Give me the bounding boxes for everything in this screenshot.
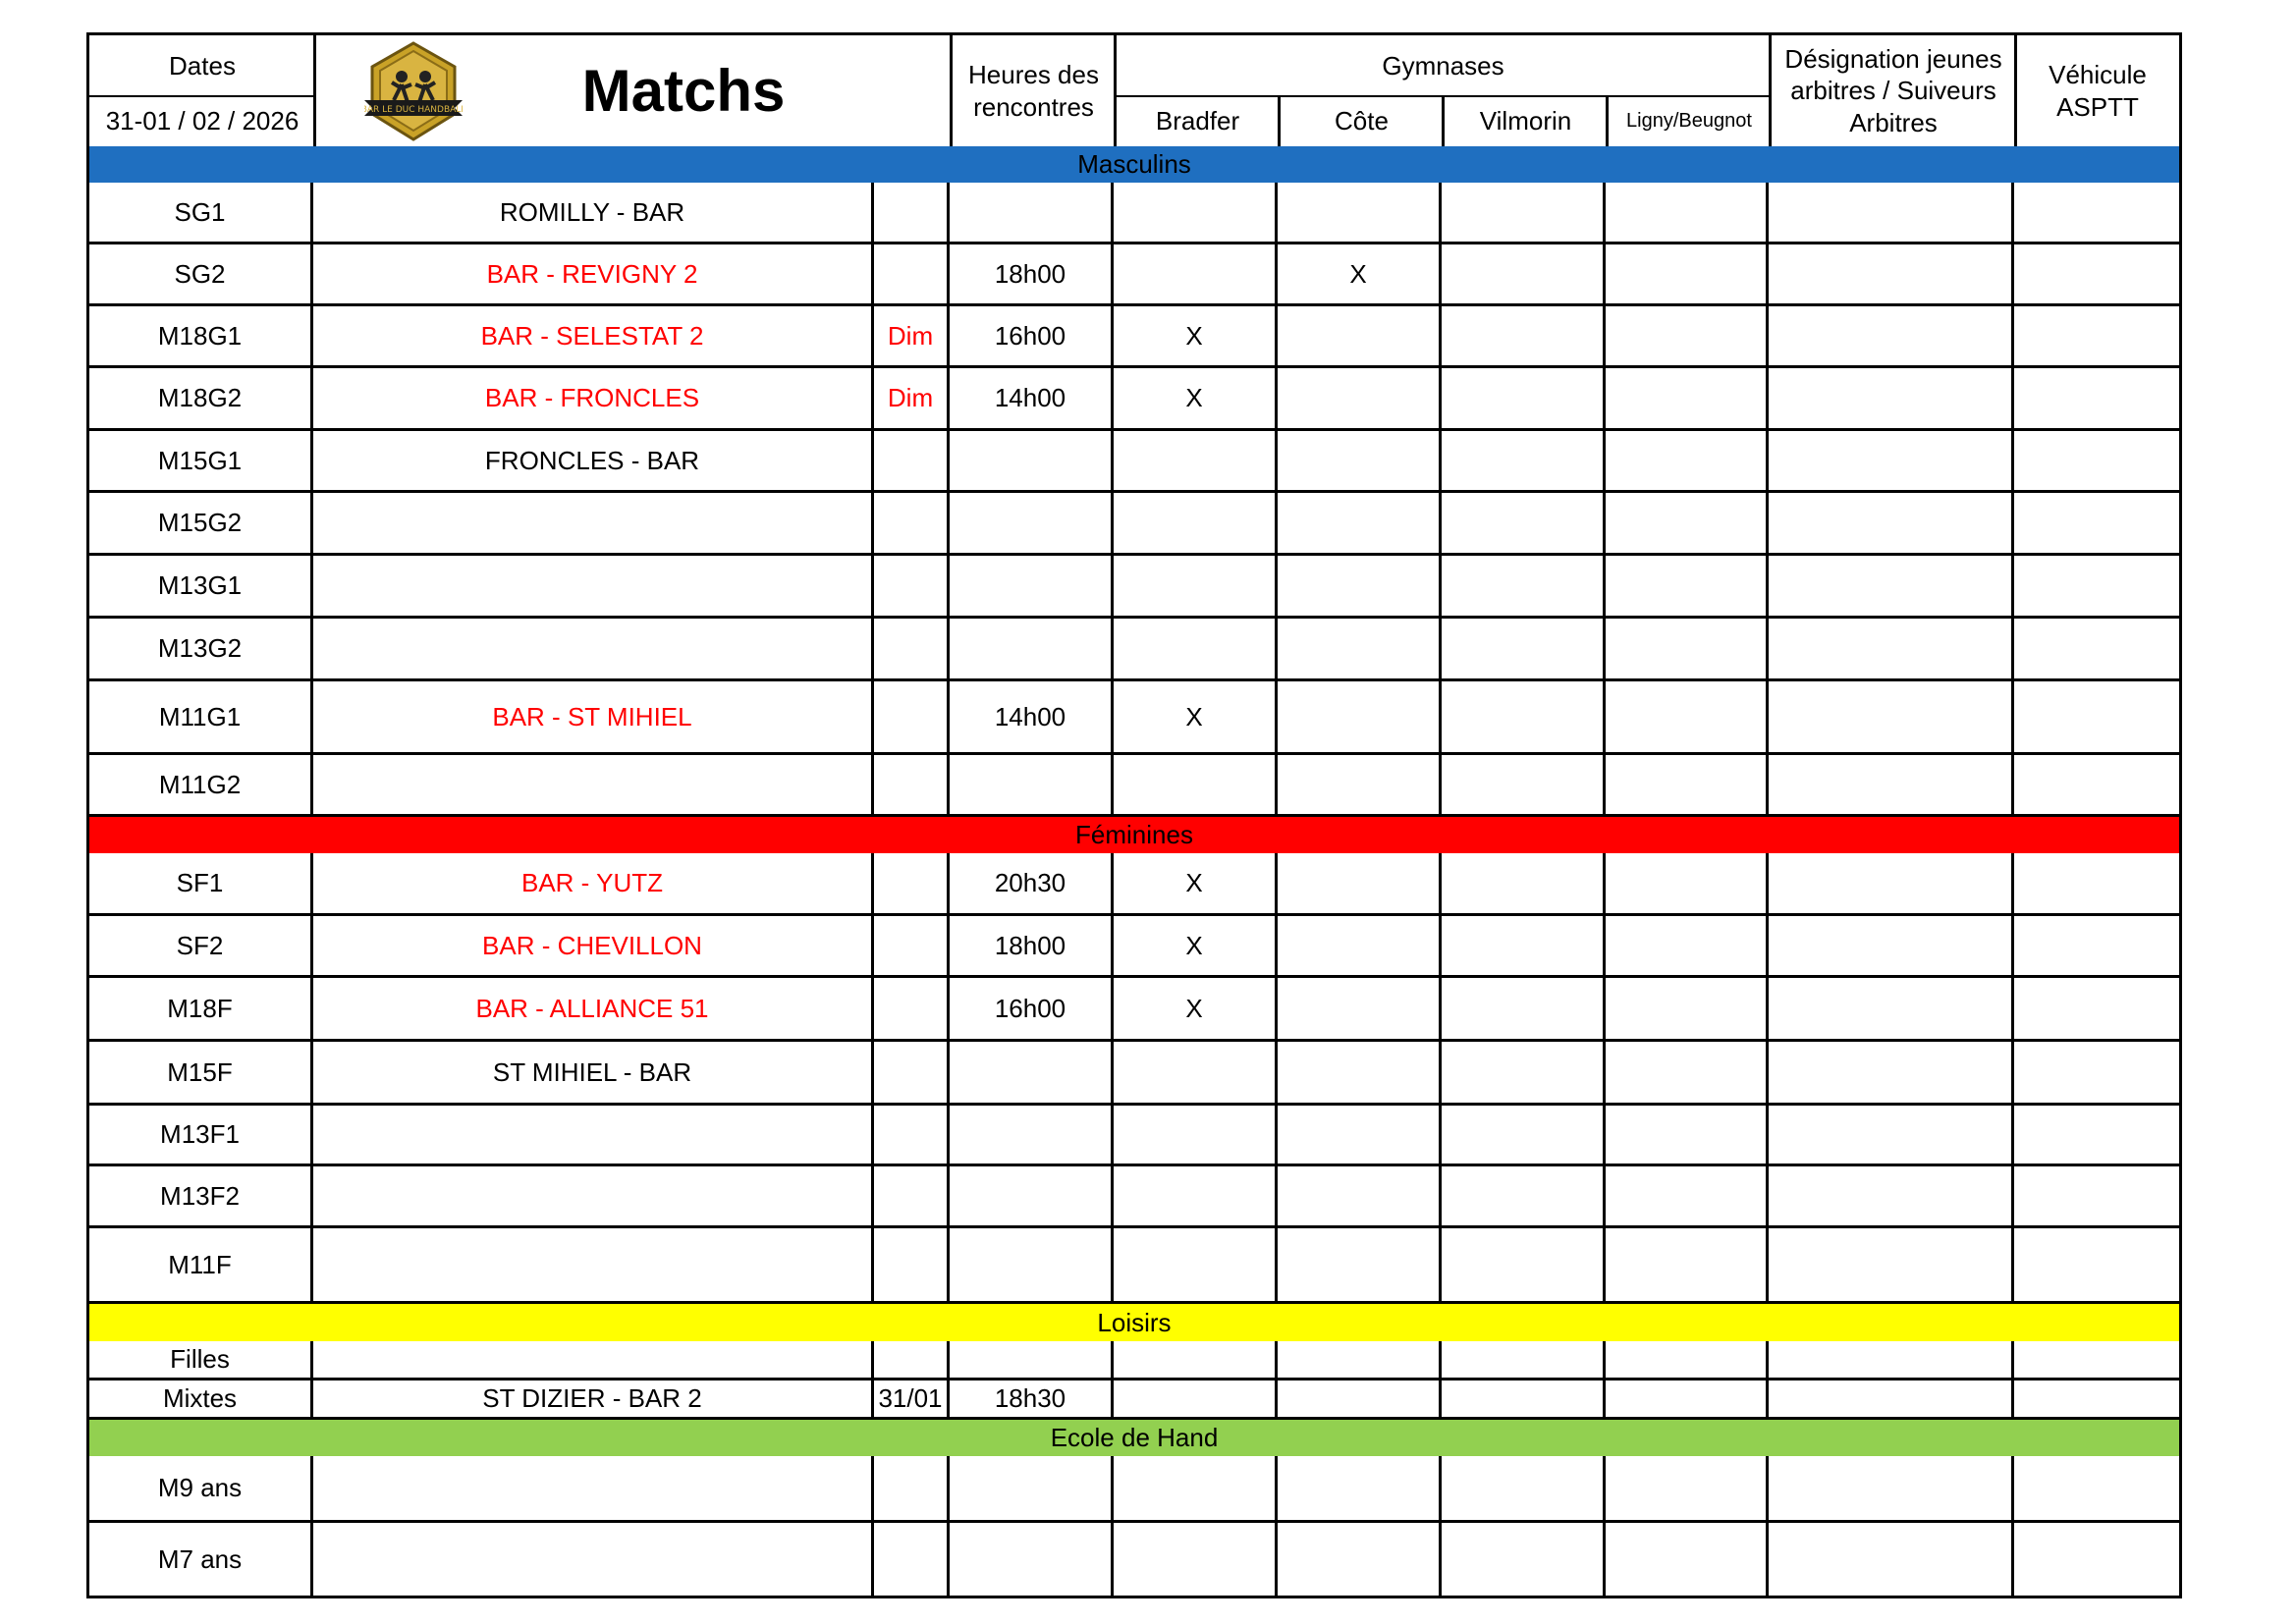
section-ecole: Ecole de Hand bbox=[89, 1420, 2179, 1456]
cell-day bbox=[874, 1456, 950, 1520]
cell-vilmorin bbox=[1442, 431, 1606, 490]
cell-cote bbox=[1278, 1380, 1442, 1417]
cell-designation bbox=[1769, 916, 2014, 975]
cell-match bbox=[313, 556, 874, 616]
cell-cote bbox=[1278, 1042, 1442, 1103]
cell-ligny bbox=[1606, 619, 1769, 678]
cell-vehicule bbox=[2014, 1523, 2179, 1596]
cell-time: 16h00 bbox=[950, 306, 1114, 365]
cell-vilmorin bbox=[1442, 1523, 1606, 1596]
cell-designation bbox=[1769, 1523, 2014, 1596]
cell-bradfer bbox=[1114, 431, 1278, 490]
cell-bradfer bbox=[1114, 1341, 1278, 1378]
cell-time bbox=[950, 183, 1114, 242]
cell-match: ROMILLY - BAR bbox=[313, 183, 874, 242]
cell-vehicule bbox=[2014, 1341, 2179, 1378]
cell-cote bbox=[1278, 431, 1442, 490]
cell-day bbox=[874, 556, 950, 616]
cell-match: BAR - REVIGNY 2 bbox=[313, 244, 874, 303]
cell-designation bbox=[1769, 681, 2014, 752]
cell-cat: M15G1 bbox=[89, 431, 313, 490]
cell-vilmorin bbox=[1442, 1341, 1606, 1378]
cell-cat: M7 ans bbox=[89, 1523, 313, 1596]
cell-time bbox=[950, 1166, 1114, 1225]
cell-cote bbox=[1278, 1456, 1442, 1520]
cell-cat: SG1 bbox=[89, 183, 313, 242]
cell-ligny bbox=[1606, 1106, 1769, 1164]
table-row bbox=[89, 556, 2179, 619]
cell-vilmorin bbox=[1442, 306, 1606, 365]
table-row bbox=[89, 244, 2179, 306]
cell-cote bbox=[1278, 978, 1442, 1039]
cell-time: 18h00 bbox=[950, 244, 1114, 303]
cell-day bbox=[874, 244, 950, 303]
cell-day bbox=[874, 1106, 950, 1164]
cell-ligny bbox=[1606, 431, 1769, 490]
cell-vehicule bbox=[2014, 681, 2179, 752]
cell-vehicule bbox=[2014, 183, 2179, 242]
cell-cote bbox=[1278, 493, 1442, 553]
cell-designation bbox=[1769, 1166, 2014, 1225]
heures-label: Heures des rencontres bbox=[968, 60, 1099, 122]
cell-vehicule bbox=[2014, 1228, 2179, 1301]
cell-cat: M13G1 bbox=[89, 556, 313, 616]
cell-cat: M13G2 bbox=[89, 619, 313, 678]
cell-ligny bbox=[1606, 556, 1769, 616]
cell-ligny bbox=[1606, 244, 1769, 303]
cell-cat: SF1 bbox=[89, 853, 313, 913]
cell-vilmorin bbox=[1442, 619, 1606, 678]
cell-cat: Filles bbox=[89, 1341, 313, 1378]
cell-bradfer: X bbox=[1114, 978, 1278, 1039]
gym-cote: Côte bbox=[1335, 106, 1389, 136]
cell-time bbox=[950, 619, 1114, 678]
cell-time bbox=[950, 1106, 1114, 1164]
cell-time bbox=[950, 755, 1114, 814]
cell-vehicule bbox=[2014, 368, 2179, 428]
table-row bbox=[89, 978, 2179, 1042]
cell-cote bbox=[1278, 619, 1442, 678]
date-value: 31-01 / 02 / 2026 bbox=[105, 106, 300, 136]
cell-cat: M11G2 bbox=[89, 755, 313, 814]
cell-time: 14h00 bbox=[950, 681, 1114, 752]
cell-cote bbox=[1278, 1341, 1442, 1378]
table-row bbox=[89, 1106, 2179, 1166]
cell-day bbox=[874, 681, 950, 752]
cell-vilmorin bbox=[1442, 681, 1606, 752]
cell-cat: M15G2 bbox=[89, 493, 313, 553]
cell-vehicule bbox=[2014, 1042, 2179, 1103]
cell-time bbox=[950, 1228, 1114, 1301]
cell-ligny bbox=[1606, 306, 1769, 365]
cell-vilmorin bbox=[1442, 755, 1606, 814]
section-feminines: Féminines bbox=[89, 817, 2179, 853]
cell-vilmorin bbox=[1442, 853, 1606, 913]
cell-cat: M9 ans bbox=[89, 1456, 313, 1520]
cell-designation bbox=[1769, 431, 2014, 490]
cell-bradfer bbox=[1114, 1523, 1278, 1596]
table-row bbox=[89, 1456, 2179, 1523]
cell-match bbox=[313, 1523, 874, 1596]
cell-designation bbox=[1769, 556, 2014, 616]
cell-time: 14h00 bbox=[950, 368, 1114, 428]
table-row bbox=[89, 431, 2179, 493]
cell-day bbox=[874, 1042, 950, 1103]
cell-match bbox=[313, 619, 874, 678]
cell-match bbox=[313, 1106, 874, 1164]
table-row bbox=[89, 1341, 2179, 1380]
cell-vilmorin bbox=[1442, 368, 1606, 428]
cell-cat: M18G1 bbox=[89, 306, 313, 365]
cell-cote bbox=[1278, 368, 1442, 428]
cell-vilmorin bbox=[1442, 1456, 1606, 1520]
cell-day bbox=[874, 1523, 950, 1596]
cell-match bbox=[313, 1456, 874, 1520]
cell-time bbox=[950, 1042, 1114, 1103]
page-title: Matchs bbox=[581, 58, 786, 124]
table-row bbox=[89, 916, 2179, 978]
table-row bbox=[89, 755, 2179, 817]
cell-bradfer bbox=[1114, 1106, 1278, 1164]
table-row bbox=[89, 1228, 2179, 1304]
table-row bbox=[89, 306, 2179, 368]
cell-time bbox=[950, 431, 1114, 490]
cell-cote bbox=[1278, 681, 1442, 752]
cell-bradfer: X bbox=[1114, 306, 1278, 365]
vehicule-label: Véhicule ASPTT bbox=[2049, 60, 2147, 122]
cell-designation bbox=[1769, 244, 2014, 303]
table-row bbox=[89, 493, 2179, 556]
cell-match: BAR - CHEVILLON bbox=[313, 916, 874, 975]
cell-bradfer: X bbox=[1114, 681, 1278, 752]
cell-bradfer bbox=[1114, 1456, 1278, 1520]
cell-match: ST MIHIEL - BAR bbox=[313, 1042, 874, 1103]
cell-cote bbox=[1278, 916, 1442, 975]
cell-cote bbox=[1278, 183, 1442, 242]
cell-designation bbox=[1769, 978, 2014, 1039]
cell-vilmorin bbox=[1442, 1042, 1606, 1103]
table-row bbox=[89, 853, 2179, 916]
cell-bradfer bbox=[1114, 493, 1278, 553]
cell-ligny bbox=[1606, 1228, 1769, 1301]
cell-match bbox=[313, 1166, 874, 1225]
cell-vehicule bbox=[2014, 619, 2179, 678]
table-row bbox=[89, 183, 2179, 244]
cell-bradfer bbox=[1114, 556, 1278, 616]
cell-ligny bbox=[1606, 183, 1769, 242]
cell-match: BAR - FRONCLES bbox=[313, 368, 874, 428]
cell-match: BAR - YUTZ bbox=[313, 853, 874, 913]
dates-label: Dates bbox=[169, 50, 236, 81]
gym-bradfer: Bradfer bbox=[1155, 106, 1240, 136]
cell-vilmorin bbox=[1442, 978, 1606, 1039]
cell-day: 31/01 bbox=[874, 1380, 950, 1417]
cell-cote bbox=[1278, 1166, 1442, 1225]
cell-bradfer bbox=[1114, 183, 1278, 242]
match-schedule-sheet bbox=[86, 32, 2182, 1598]
club-logo bbox=[364, 41, 463, 143]
cell-day bbox=[874, 619, 950, 678]
cell-match bbox=[313, 1341, 874, 1378]
cell-time: 20h30 bbox=[950, 853, 1114, 913]
cell-cote bbox=[1278, 306, 1442, 365]
cell-bradfer: X bbox=[1114, 853, 1278, 913]
cell-day bbox=[874, 978, 950, 1039]
cell-cote: X bbox=[1278, 244, 1442, 303]
cell-match: BAR - SELESTAT 2 bbox=[313, 306, 874, 365]
cell-day bbox=[874, 1166, 950, 1225]
cell-day bbox=[874, 853, 950, 913]
cell-bradfer bbox=[1114, 1166, 1278, 1225]
cell-designation bbox=[1769, 493, 2014, 553]
table-row bbox=[89, 619, 2179, 681]
cell-designation bbox=[1769, 306, 2014, 365]
cell-day: Dim bbox=[874, 306, 950, 365]
cell-cat: M18F bbox=[89, 978, 313, 1039]
cell-ligny bbox=[1606, 1042, 1769, 1103]
cell-match: FRONCLES - BAR bbox=[313, 431, 874, 490]
cell-vilmorin bbox=[1442, 183, 1606, 242]
cell-time bbox=[950, 1456, 1114, 1520]
cell-ligny bbox=[1606, 916, 1769, 975]
cell-vehicule bbox=[2014, 1380, 2179, 1417]
cell-cat: M18G2 bbox=[89, 368, 313, 428]
cell-ligny bbox=[1606, 853, 1769, 913]
cell-vehicule bbox=[2014, 1456, 2179, 1520]
cell-cat: Mixtes bbox=[89, 1380, 313, 1417]
cell-vehicule bbox=[2014, 244, 2179, 303]
cell-match: BAR - ALLIANCE 51 bbox=[313, 978, 874, 1039]
cell-cat: M11F bbox=[89, 1228, 313, 1301]
table-row bbox=[89, 681, 2179, 755]
cell-vilmorin bbox=[1442, 1166, 1606, 1225]
cell-vehicule bbox=[2014, 978, 2179, 1039]
cell-designation bbox=[1769, 1456, 2014, 1520]
cell-bradfer: X bbox=[1114, 916, 1278, 975]
cell-match: BAR - ST MIHIEL bbox=[313, 681, 874, 752]
cell-bradfer bbox=[1114, 755, 1278, 814]
cell-ligny bbox=[1606, 1523, 1769, 1596]
cell-designation bbox=[1769, 1106, 2014, 1164]
cell-vilmorin bbox=[1442, 244, 1606, 303]
cell-day bbox=[874, 493, 950, 553]
cell-ligny bbox=[1606, 681, 1769, 752]
table-row bbox=[89, 1523, 2179, 1598]
cell-day bbox=[874, 1341, 950, 1378]
cell-ligny bbox=[1606, 1456, 1769, 1520]
cell-ligny bbox=[1606, 493, 1769, 553]
cell-time bbox=[950, 556, 1114, 616]
gymnases-label: Gymnases bbox=[1382, 50, 1504, 81]
cell-day bbox=[874, 1228, 950, 1301]
cell-designation bbox=[1769, 1042, 2014, 1103]
table-row bbox=[89, 1042, 2179, 1106]
cell-cat: M11G1 bbox=[89, 681, 313, 752]
cell-vehicule bbox=[2014, 853, 2179, 913]
cell-time: 18h30 bbox=[950, 1380, 1114, 1417]
section-masculins: Masculins bbox=[89, 146, 2179, 183]
cell-vilmorin bbox=[1442, 493, 1606, 553]
cell-cote bbox=[1278, 1523, 1442, 1596]
cell-cat: SF2 bbox=[89, 916, 313, 975]
cell-ligny bbox=[1606, 368, 1769, 428]
cell-cat: M15F bbox=[89, 1042, 313, 1103]
logo-text: BAR LE DUC HANDBALL bbox=[364, 105, 463, 115]
cell-vehicule bbox=[2014, 493, 2179, 553]
cell-match: ST DIZIER - BAR 2 bbox=[313, 1380, 874, 1417]
cell-vilmorin bbox=[1442, 1106, 1606, 1164]
cell-vehicule bbox=[2014, 755, 2179, 814]
cell-designation bbox=[1769, 368, 2014, 428]
cell-designation bbox=[1769, 619, 2014, 678]
cell-designation bbox=[1769, 1228, 2014, 1301]
cell-match bbox=[313, 1228, 874, 1301]
cell-vilmorin bbox=[1442, 1228, 1606, 1301]
designation-label: Désignation jeunes arbitres / Suiveurs Arbitres bbox=[1784, 43, 2002, 137]
cell-cote bbox=[1278, 1106, 1442, 1164]
cell-bradfer bbox=[1114, 244, 1278, 303]
cell-time: 16h00 bbox=[950, 978, 1114, 1039]
cell-day bbox=[874, 916, 950, 975]
gym-vilmorin: Vilmorin bbox=[1479, 106, 1572, 136]
table-row bbox=[89, 1380, 2179, 1420]
cell-match bbox=[313, 493, 874, 553]
cell-time bbox=[950, 493, 1114, 553]
cell-vehicule bbox=[2014, 306, 2179, 365]
cell-ligny bbox=[1606, 755, 1769, 814]
cell-vehicule bbox=[2014, 556, 2179, 616]
cell-ligny bbox=[1606, 978, 1769, 1039]
cell-vilmorin bbox=[1442, 916, 1606, 975]
cell-vehicule bbox=[2014, 431, 2179, 490]
section-loisirs: Loisirs bbox=[89, 1304, 2179, 1341]
cell-time bbox=[950, 1341, 1114, 1378]
cell-cat: M13F2 bbox=[89, 1166, 313, 1225]
cell-ligny bbox=[1606, 1166, 1769, 1225]
table-row bbox=[89, 1166, 2179, 1228]
cell-cat: SG2 bbox=[89, 244, 313, 303]
cell-vilmorin bbox=[1442, 1380, 1606, 1417]
table-row bbox=[89, 368, 2179, 431]
cell-match bbox=[313, 755, 874, 814]
cell-designation bbox=[1769, 755, 2014, 814]
cell-day bbox=[874, 755, 950, 814]
cell-vehicule bbox=[2014, 916, 2179, 975]
cell-time: 18h00 bbox=[950, 916, 1114, 975]
cell-vehicule bbox=[2014, 1166, 2179, 1225]
cell-cote bbox=[1278, 1228, 1442, 1301]
cell-ligny bbox=[1606, 1341, 1769, 1378]
cell-bradfer bbox=[1114, 1042, 1278, 1103]
cell-day: Dim bbox=[874, 368, 950, 428]
gym-ligny: Ligny/Beugnot bbox=[1626, 110, 1752, 132]
cell-designation bbox=[1769, 853, 2014, 913]
cell-day bbox=[874, 183, 950, 242]
cell-designation bbox=[1769, 183, 2014, 242]
cell-day bbox=[874, 431, 950, 490]
cell-bradfer bbox=[1114, 1380, 1278, 1417]
cell-bradfer bbox=[1114, 1228, 1278, 1301]
cell-cote bbox=[1278, 556, 1442, 616]
cell-time bbox=[950, 1523, 1114, 1596]
cell-cote bbox=[1278, 853, 1442, 913]
cell-vilmorin bbox=[1442, 556, 1606, 616]
cell-vehicule bbox=[2014, 1106, 2179, 1164]
cell-cote bbox=[1278, 755, 1442, 814]
cell-bradfer bbox=[1114, 619, 1278, 678]
cell-designation bbox=[1769, 1380, 2014, 1417]
cell-cat: M13F1 bbox=[89, 1106, 313, 1164]
cell-bradfer: X bbox=[1114, 368, 1278, 428]
cell-ligny bbox=[1606, 1380, 1769, 1417]
cell-designation bbox=[1769, 1341, 2014, 1378]
